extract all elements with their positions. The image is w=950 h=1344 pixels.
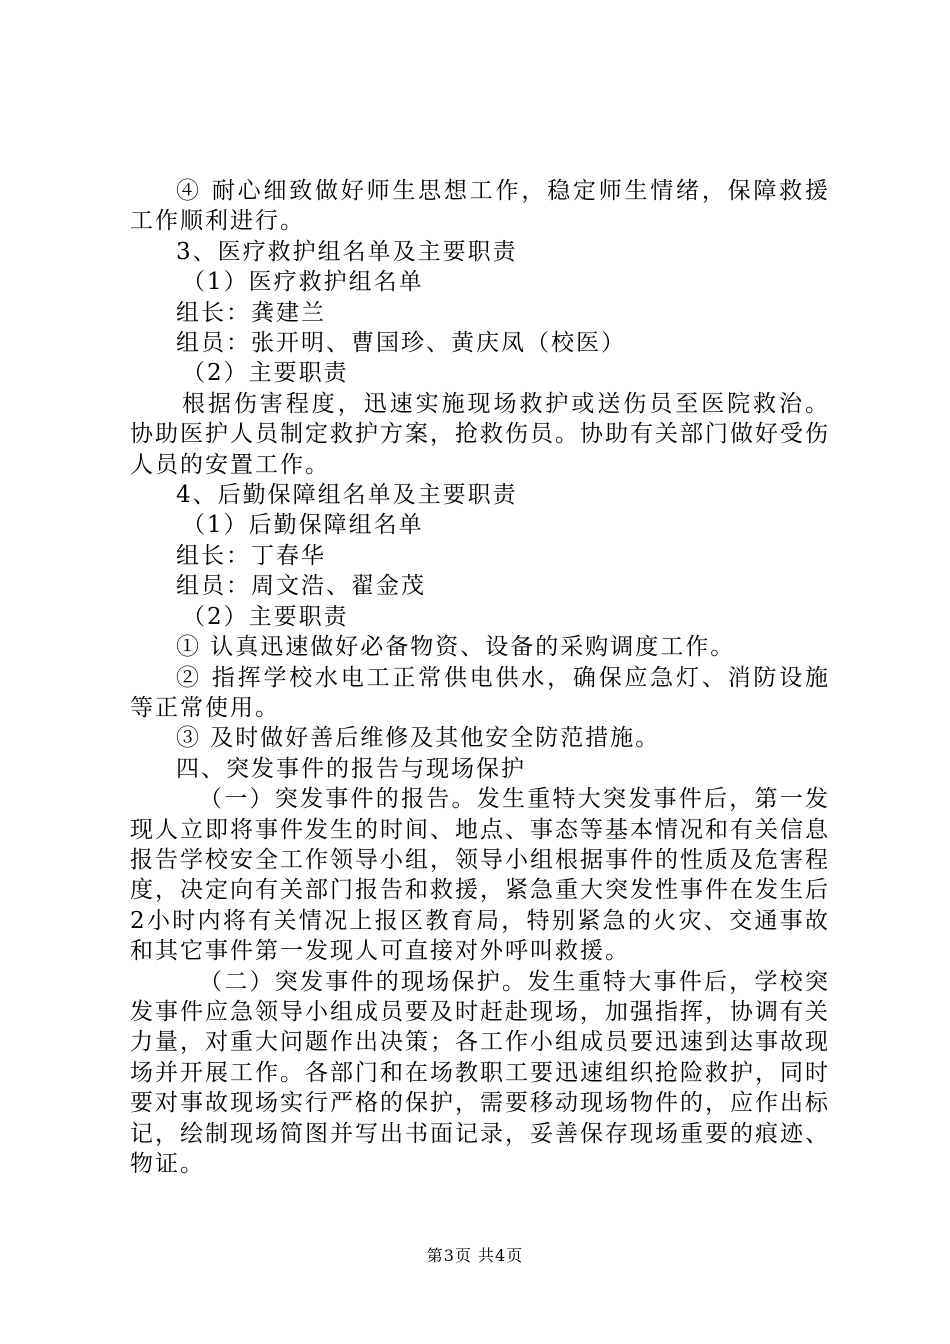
subsection-heading: （1）后勤保障组名单 <box>182 512 424 539</box>
paragraph: （一）突发事件的报告。发生重特大突发事件后，第一发现人立即将事件发生的时间、地点、事态等基本情况和有关信息报告学校安全工作领导小组，领导小组根据事件的性质及危害程度，决定向有关部门报告和救援，紧急重大突发性事件在发生后2小时内将有关情况上报区教育局，特别紧急的火灾、交通事故和其它事件第一发现人可直接对外呼叫救援。 <box>130 786 830 965</box>
subsection-heading: （1）医疗救护组名单 <box>182 269 424 296</box>
page-footer <box>0 1243 950 1266</box>
paragraph: 组员：张开明、曹国珍、黄庆凤（校医） <box>176 330 626 357</box>
section-heading: 3、医疗救护组名单及主要职责 <box>176 238 518 265</box>
document-body <box>130 176 830 1179</box>
paragraph: 组长：丁春华 <box>176 542 326 569</box>
paragraph: 组员：周文浩、翟金茂 <box>176 573 426 600</box>
section-heading: 四、突发事件的报告与现场保护 <box>176 755 526 782</box>
subsection-heading: （2）主要职责 <box>182 360 349 387</box>
page-number: 第3页 共4页 <box>426 1246 524 1265</box>
subsection-heading: （2）主要职责 <box>182 603 349 630</box>
paragraph: ① 认真迅速做好必备物资、设备的采购调度工作。 <box>176 634 736 661</box>
paragraph: 根据伤害程度，迅速实施现场救护或送伤员至医院救治。协助医护人员制定救护方案，抢救伤员。协助有关部门做好受伤人员的安置工作。 <box>130 390 830 478</box>
paragraph: ② 指挥学校水电工正常供电供水，确保应急灯、消防设施等正常使用。 <box>130 664 830 721</box>
section-heading: 4、后勤保障组名单及主要职责 <box>176 482 518 509</box>
paragraph: （二）突发事件的现场保护。发生重特大事件后，学校突发事件应急领导小组成员要及时赶赴现场，加强指挥，协调有关力量，对重大问题作出决策；各工作小组成员要迅速到达事故现场并开展工作。各部门和在场教职工要迅速组织抢险救护，同时要对事故现场实行严格的保护，需要移动现场物件的，应作出标记，绘制现场简图并写出书面记录，妥善保存现场重要的痕迹、物证。 <box>130 968 830 1177</box>
paragraph: 组长：龚建兰 <box>176 299 326 326</box>
paragraph: ③ 及时做好善后维修及其他安全防范措施。 <box>176 725 661 752</box>
paragraph: ④ 耐心细致做好师生思想工作，稳定师生情绪，保障救援工作顺利进行。 <box>130 178 830 235</box>
